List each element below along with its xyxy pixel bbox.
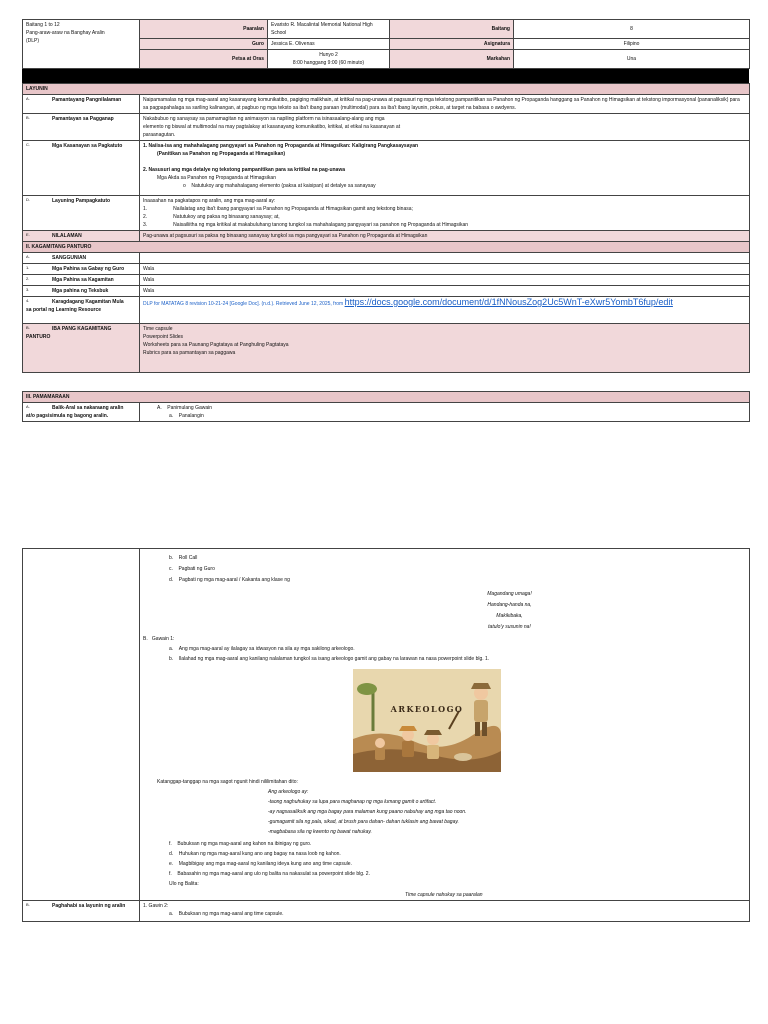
layunin-b-label: B. Pamantayan sa Pagganap <box>23 114 140 141</box>
poem-line-4: tatulo'y susunin na! <box>488 624 531 630</box>
layunin-d-label: D. Layuning Pampagkatuto <box>23 196 140 231</box>
pamamaraan-a-label: A. Balik-Aral sa nakaraang aralin at/o pagsisimula ng bagong aralin. <box>23 403 140 422</box>
poem-line-3: Makikibaka, <box>496 613 523 619</box>
reference-text: DLP for MATATAG 8 revision 10-21-24 [Google Doc]. (n.d.). Retrieved June 12, 2025, from <box>143 301 344 307</box>
pamamaraan-a-list: A. Panimulang Gawain a. Panalangin <box>140 403 750 422</box>
petsa-date: Hunyo 2 <box>319 52 338 58</box>
plan-type: Pang-araw-araw na Banghay Aralin <box>26 30 105 36</box>
layunin-a-label: A. Pamantayang Pangnilalaman <box>23 95 140 114</box>
sanggunian-label: A. SANGGUNIAN <box>23 253 140 264</box>
continued-label-cell <box>23 549 140 901</box>
kagamitan-row-1-label: 1. Mga Pahina sa Gabay ng Guro <box>23 264 140 275</box>
iba-kagamitan-list: Time capsule Powerpoint Slides Worksheets para sa Paunang Pagtataya at Panghuling Pagtataya Rubrics para sa pamantayan sa paggawa <box>140 324 750 373</box>
paghahabi-content: 1. Gawin 2: a. Bubuksan ng mga mag-aaral ang time capsule. <box>140 901 750 922</box>
kagamitan-row-1-value: Wala <box>140 264 750 275</box>
markahan-value: Una <box>514 50 750 69</box>
kagamitan-row-2-label: 2. Mga Pahina sa Kagamitan <box>23 275 140 286</box>
sanggunian-value <box>140 253 750 264</box>
plan-abbrev: (DLP) <box>26 38 40 44</box>
pamamaraan-title: III. PAMAMARAAN <box>23 392 750 403</box>
arkeologo-image <box>353 669 501 772</box>
paaralan-label: Paaralan <box>140 20 268 39</box>
arkeologo-illustration <box>353 669 501 772</box>
arkeologo-title: ARKEOLOGO <box>390 704 464 714</box>
paghahabi-label: B. Paghahabi sa layunin ng aralin <box>23 901 140 922</box>
reference-link[interactable]: https://docs.google.com/document/d/1fNNousZog2Uc5WnT-eXwr5YombT6fup/edit <box>344 297 673 307</box>
kagamitan-row-4-label: 4. Karagdagang Kagamitan Mula sa portal ng Learning Resource <box>23 297 140 324</box>
iba-kagamitan-label: B. IBA PANG KAGAMITANG PANTURO <box>23 324 140 373</box>
layunin-a-text: Naipamamalas ng mga mag-aaral ang kasanayang komunikatibo, pagiging malikhain, at kritikal na pag-unawa at pagsusuri ng mga tekstong pampanitikan sa Panahon ng Propaganda hanggang sa Panahon ng Himagsikan at tekstong impormasyonal (pananaliksik) para sa pagpapahalaga sa sariling kalinangan, at pagbuo ng mga teksto sa iba't ibang paraan (multimodal) para sa iba't ibang layunin, pokus, at target na babasa o awdyens. <box>140 95 750 114</box>
petsa-label: Petsa at Oras <box>140 50 268 69</box>
kagamitan-title: II. KAGAMITANG PANTURO <box>23 242 750 253</box>
asignatura-value: Filipino <box>514 39 750 50</box>
layunin-e-text: Pag-unawa at pagsusuri sa paksa ng binasang sanaysay tungkol sa mga pangyayari sa Panahon ng Propaganda at Himagsikan <box>140 231 750 242</box>
layunin-d-text: Inaasahan na pagkatapos ng aralin, ang mga mag-aaral ay: 1. Nailalatag ang iba't ibang pangyayari sa Panahon ng Propaganda at Himagsikan gamit ang tekstong binasa; 2. Natutukoy ang paksa ng binasang sanaysay; at, 3. Naisailiitha ng mga kritikal at makabuluhang tanong tungkol sa mahahalagang pangyayari sa panahon ng Propaganda at Himagsikan <box>140 196 750 231</box>
paaralan-value: Evaristo R. Macalintal Memorial National High School <box>268 20 390 39</box>
baitang-value: 8 <box>514 20 750 39</box>
divider-bar <box>22 69 749 83</box>
layunin-c-label: C. Mga Kasanayan sa Pagkatuto <box>23 141 140 196</box>
header-table <box>22 19 750 69</box>
petsa-time: 8:00 hanggang 9:00 (60 minuto) <box>292 60 365 66</box>
time-capsule-caption: Time capsule nahukay sa paaralan <box>405 892 483 898</box>
pamamaraan-table <box>22 391 750 422</box>
baitang-label: Baitang <box>390 20 514 39</box>
dlp-page-2 <box>22 548 749 922</box>
grade-range: Baitang 1 to 12 <box>26 22 60 28</box>
poem-line-1: Magandang umaga! <box>487 591 532 597</box>
continued-content: b. Roll Call c. Pagbati ng Guro d. Pagbati ng mga mag-aaral / Kakanta ang klase ng Magandang umaga! Handang-handa na, Makikibaka, tatulo'y susunin na! B. Gawain 1: a. Ang mga mag-aaral ay ilalagay sa idwasyon na sila ay mga sakilong arkeologo. b. Ilalahad ng mga mag-aaral ang kanilang nalalaman tungkol sa isang arkeologo gamit ang gabay na larawan na nasa powerpoint slide blg. 1. ARKEOLOGO Katanggap-tanggap na mga sagot ngunit hindi nililimitahan dito: Ang arkeologo ay: -taong naghuhukay sa lupa para maghanap ng mga lumang gamit o artifact. -ay nagsasaliksik ang mga bagay para malaman kung paano nabuhay ang mga tao noon. -gumagamit sila ng pala, sikad, at brush para dahan- dahan tuklasin ang bawat bagay. -magbabasa sila ng kwento ng bawat nahukay. f. Bubuksan ng mga mag-aaral ang kahon na ibinigay ng guro. d. Huhukan ng mga mag-aaral kung ano ang bagay na nasa loob ng kahon. e. Magbibigay ang mga mag-aaral ng kanilang ideya kung ano ang time capsule. f. Babasahin ng mga mag-aaral ang ulo ng balita na nakasulat sa powerpoint slide blg. 2. Ulo ng Balita: Time capsule nahukay sa paaralan <box>140 549 750 901</box>
poem-line-2: Handang-handa na, <box>487 602 532 608</box>
guro-label: Guro <box>140 39 268 50</box>
answers-intro: Katanggap-tanggap na mga sagot ngunit hindi nililimitahan dito: <box>157 779 298 785</box>
kagamitan-row-3-value: Wala <box>140 286 750 297</box>
petsa-value <box>268 50 390 69</box>
layunin-table <box>22 83 750 373</box>
asignatura-label: Asignatura <box>390 39 514 50</box>
pamamaraan-continued-table <box>22 548 750 922</box>
layunin-e-label: E. NILALAMAN <box>23 231 140 242</box>
layunin-b-text: Nakabubuo ng sanaysay sa pamamagitan ng animasyon sa napiling platform na isinasaalang-alang ang mga elemento ng biswal at multimodal na may pagtalakay at kasanayang komunikatibo, kritikal, at etikal na kasanayan at paraanagutan. <box>140 114 750 141</box>
layunin-c-text: 1. Naiisa-isa ang mahahalagang pangyayari sa Panahon ng Propaganda at Himagsikan: Kaligirang Pangkasaysayan (Panitikan sa Panahon ng Propaganda at Himagsikan) 2. Nasusuri ang mga detalye ng tekstong pampanitikan para sa kritikal na pag-unawa Mga Akda sa Panahon ng Propaganda at Himagsikan o Natutukoy ang mahahalagang elemento (paksa at kaisipan) at detalye sa sanaysay <box>140 141 750 196</box>
kagamitan-row-3-label: 3. Mga pahina ng Teksbuk <box>23 286 140 297</box>
kagamitan-row-2-value: Wala <box>140 275 750 286</box>
guro-value: Jessica E. Olivenas <box>268 39 390 50</box>
markahan-label: Markahan <box>390 50 514 69</box>
layunin-title: LAYUNIN <box>23 84 750 95</box>
dlp-page-1 <box>22 19 749 422</box>
header-left <box>23 20 140 69</box>
kagamitan-row-4-value <box>140 297 750 324</box>
